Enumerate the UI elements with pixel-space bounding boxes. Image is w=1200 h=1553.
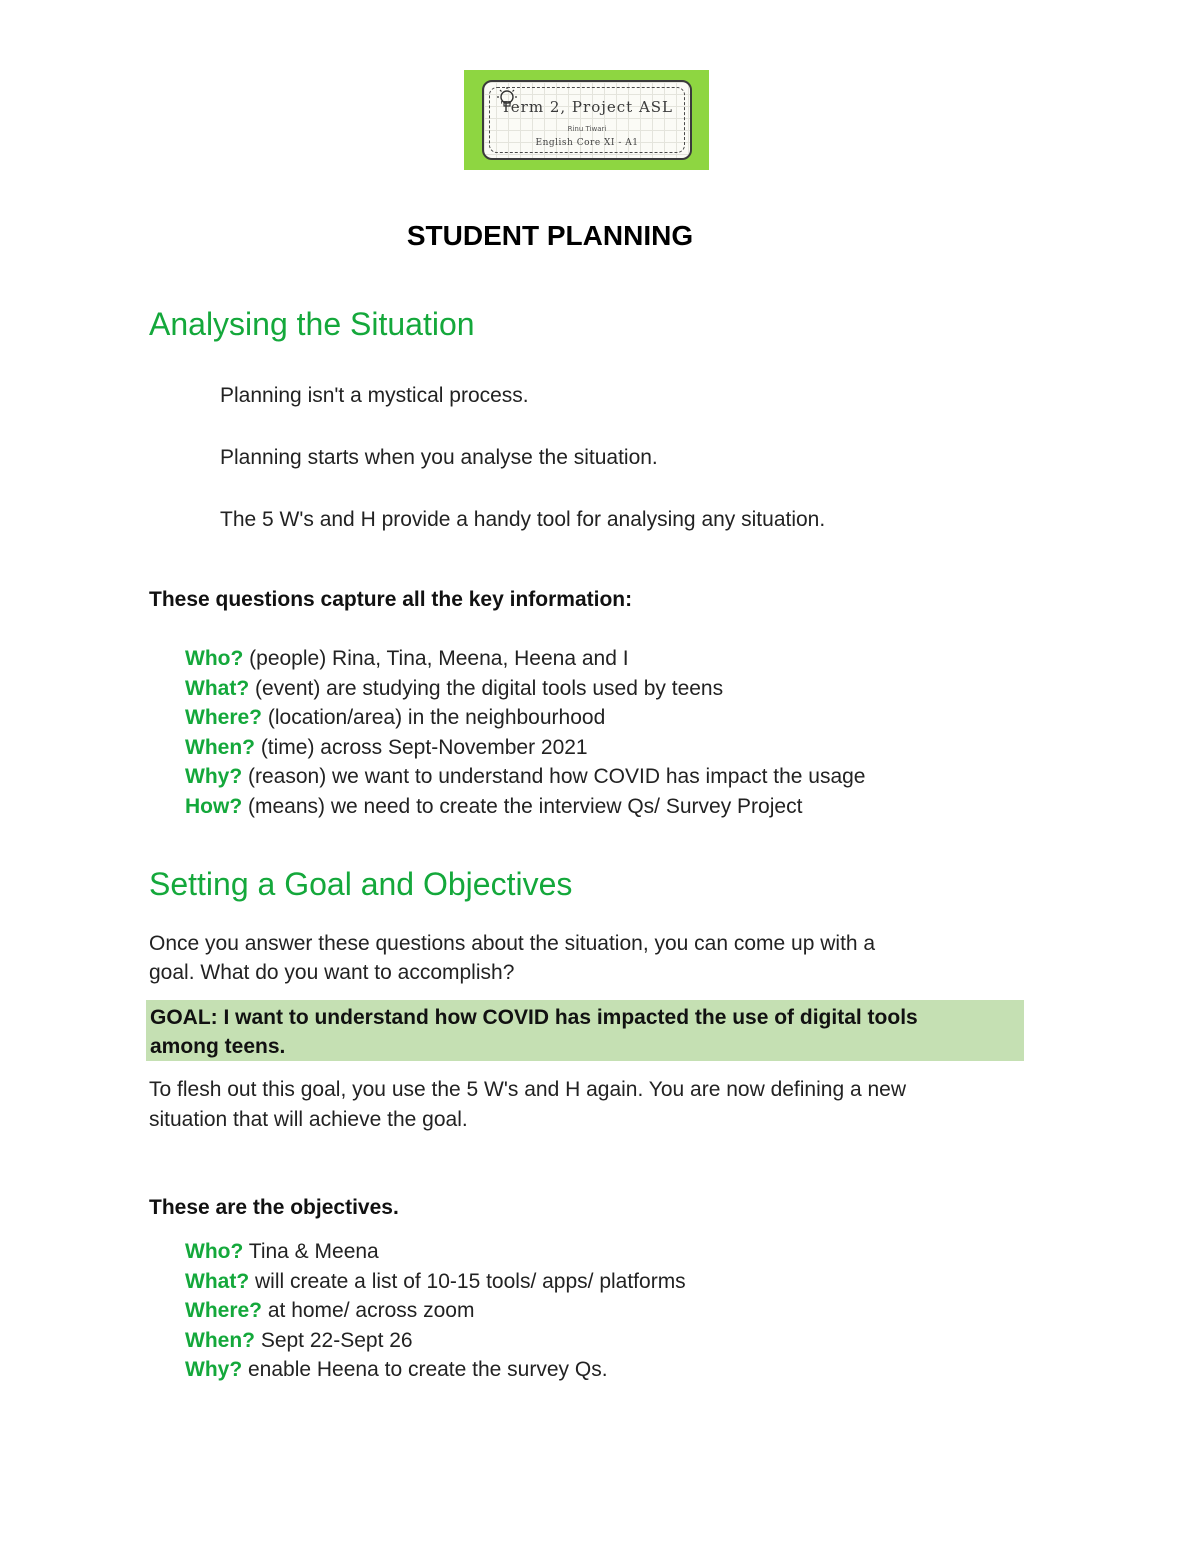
question-label: How? <box>185 794 243 818</box>
question-label: Where? <box>185 706 263 730</box>
questions-list <box>185 644 865 822</box>
goal-highlight <box>146 1000 1024 1061</box>
banner-course: English Core XI - A1 <box>535 138 639 148</box>
paragraph: Planning starts when you analyse the situation. <box>220 446 658 469</box>
paragraph: goal. What do you want to accomplish? <box>149 961 515 984</box>
list-item <box>185 1326 686 1356</box>
paragraph: To flesh out this goal, you use the 5 W's and H again. You are now defining a new <box>149 1078 907 1101</box>
question-label: When? <box>185 735 255 759</box>
objective-text: will create a list of 10-15 tools/ apps/ platforms <box>249 1269 686 1293</box>
objective-text: enable Heena to create the survey Qs. <box>242 1358 608 1382</box>
objectives-list <box>185 1237 686 1385</box>
list-item <box>185 792 865 822</box>
banner-card <box>482 80 692 160</box>
paragraph: situation that will achieve the goal. <box>149 1108 468 1131</box>
objective-label: What? <box>185 1269 250 1293</box>
objective-text: Tina & Meena <box>243 1240 379 1263</box>
banner-subtitle: Rinu Tiwari <box>567 125 607 133</box>
question-label: Who? <box>185 647 244 670</box>
objective-label: Why? <box>185 1358 243 1382</box>
paragraph: The 5 W's and H provide a handy tool for analysing any situation. <box>220 508 826 531</box>
page-title <box>0 220 1200 252</box>
question-answer: (time) across Sept-November 2021 <box>254 735 588 759</box>
list-item <box>185 762 865 792</box>
question-answer: (location/area) in the neighbourhood <box>262 706 606 730</box>
objective-text: at home/ across zoom <box>262 1299 475 1323</box>
paragraph: Planning isn't a mystical process. <box>220 384 529 407</box>
goal-line: GOAL: I want to understand how COVID has impacted the use of digital tools <box>150 1006 918 1029</box>
list-item <box>185 1296 686 1326</box>
banner-title: Term 2, Project ASL <box>500 98 674 116</box>
question-label: What? <box>185 676 250 700</box>
list-item <box>185 644 865 674</box>
header-banner <box>464 70 709 170</box>
list-item <box>185 703 865 733</box>
section-heading-goal: Setting a Goal and Objectives <box>149 866 573 902</box>
section-heading-analysing: Analysing the Situation <box>149 306 475 342</box>
page-title-text: STUDENT PLANNING <box>406 220 694 251</box>
question-answer: (means) we need to create the interview Qs/ Survey Project <box>242 794 803 818</box>
list-item <box>185 1237 686 1267</box>
question-answer: (event) are studying the digital tools used by teens <box>249 676 724 700</box>
questions-intro: These questions capture all the key information: <box>149 588 633 611</box>
question-answer: (people) Rina, Tina, Meena, Heena and I <box>243 647 629 670</box>
question-answer: (reason) we want to understand how COVID has impact the usage <box>242 765 866 789</box>
list-item <box>185 1267 686 1297</box>
objective-label: Who? <box>185 1240 244 1263</box>
question-label: Why? <box>185 765 243 789</box>
list-item <box>185 733 865 763</box>
list-item <box>185 1355 686 1385</box>
goal-line: among teens. <box>150 1035 286 1058</box>
list-item <box>185 674 865 704</box>
objective-text: Sept 22-Sept 26 <box>254 1328 413 1352</box>
objective-label: When? <box>185 1328 255 1352</box>
objectives-intro: These are the objectives. <box>149 1196 399 1219</box>
paragraph: Once you answer these questions about the situation, you can come up with a <box>149 932 876 955</box>
objective-label: Where? <box>185 1299 263 1323</box>
